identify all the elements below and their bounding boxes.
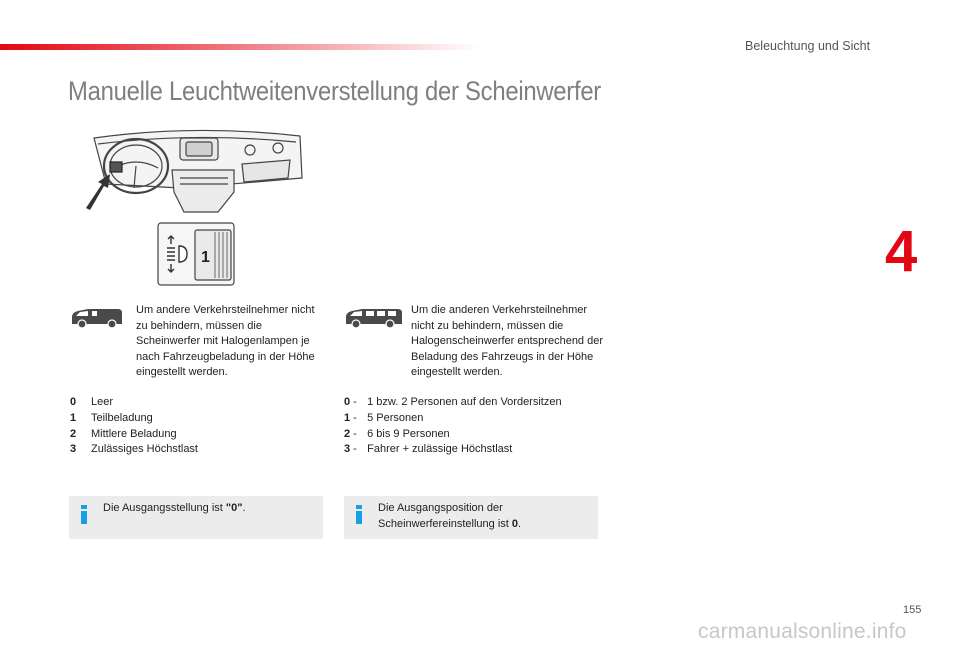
- load-setting-list-left: [70, 395, 198, 458]
- dashboard-illustration: [84, 126, 306, 214]
- info-text-left: Die Ausgangsstellung ist "0".: [103, 502, 246, 514]
- list-item: 0 - 1 bzw. 2 Personen auf den Vordersitzen: [344, 396, 562, 408]
- intro-text-left: Um andere Verkehrsteilnehmer nicht zu behindern, müssen die Scheinwerfer mit Halogenlampen je nach Fahrzeugbeladung in der Höhe eingestellt werden.: [136, 304, 315, 379]
- load-setting-list-right: [344, 395, 562, 458]
- list-item: 2 Mittlere Beladung: [70, 427, 177, 440]
- page-number: 155: [903, 604, 922, 616]
- van-compact-icon: [70, 306, 124, 330]
- list-item: 1 - 5 Personen: [344, 411, 424, 424]
- watermark: carmanualsonline.info: [698, 620, 907, 643]
- pointer-arrow-icon: [86, 174, 110, 210]
- section-title: Beleuchtung und Sicht: [745, 39, 871, 53]
- chapter-number: 4: [885, 219, 918, 284]
- info-box-right: [344, 496, 598, 539]
- headlamp-dial-illustration: [157, 222, 235, 286]
- info-box-left: [69, 496, 323, 539]
- list-item: 3 - Fahrer + zulässige Höchstlast: [344, 443, 513, 456]
- info-icon: [79, 505, 89, 524]
- van-passenger-icon: [344, 306, 404, 330]
- list-item: 2 - 6 bis 9 Personen: [344, 427, 450, 440]
- info-text-right: Die Ausgangsposition der Scheinwerfereinstellung ist 0.: [378, 502, 522, 530]
- intro-text-right: Um die anderen Verkehrsteilnehmer nicht zu behindern, müssen die Halogenscheinwerfer entsprechend der Beladung des Fahrzeugs in der Höhe eingestellt werden.: [411, 304, 604, 379]
- info-icon: [354, 505, 364, 524]
- header-accent-bar: [0, 44, 480, 50]
- list-item: 3 Zulässiges Höchstlast: [70, 443, 198, 456]
- page-title: Manuelle Leuchtweitenverstellung der Scheinwerfer: [68, 76, 601, 106]
- dial-value: 1: [201, 249, 210, 266]
- list-item: 1 Teilbeladung: [70, 411, 153, 424]
- list-item: 0 Leer: [70, 396, 114, 408]
